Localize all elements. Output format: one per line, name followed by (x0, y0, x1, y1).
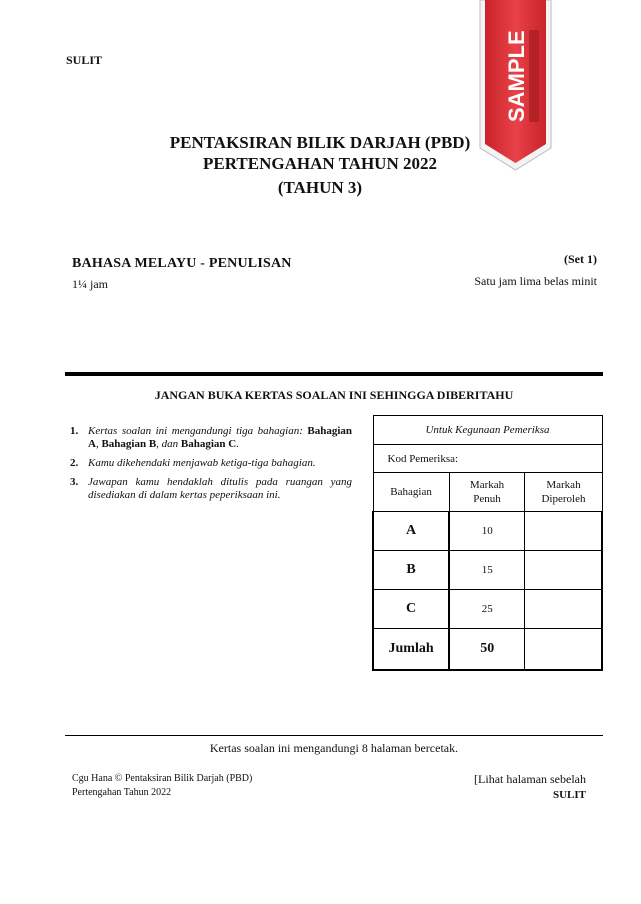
total-label-cell: Jumlah (373, 629, 449, 671)
divider (65, 372, 603, 376)
next-page-note (474, 772, 586, 803)
sample-ribbon-watermark (477, 0, 554, 172)
column-header-full-marks (449, 473, 525, 512)
part-cell: A (373, 512, 449, 551)
column-header-marks-obtained (525, 473, 602, 512)
examiner-code-field: Kod Pemeriksa: (373, 445, 602, 473)
instructions-list (70, 425, 352, 508)
header-text: Penuh (473, 493, 501, 505)
assessment-period: PERTENGAHAN TAHUN 2022 (203, 154, 437, 173)
obtained-marks-cell (525, 512, 602, 551)
table-row (373, 512, 602, 551)
credit-line-2: Pertengahan Tahun 2022 (72, 787, 172, 798)
next-page-text: [Lihat halaman sebelah (474, 772, 586, 786)
table-row (373, 590, 602, 629)
instruction-text: . (236, 438, 239, 450)
credit-line-1: Cgu Hana © Pentaksiran Bilik Darjah (PBD) (72, 773, 253, 784)
header-text: Markah (546, 479, 581, 491)
full-marks-cell: 25 (449, 590, 525, 629)
subject-name: BAHASA MELAYU - PENULISAN (72, 256, 292, 271)
classification-label: SULIT (66, 53, 103, 67)
full-marks-cell: 15 (449, 551, 525, 590)
part-cell: C (373, 590, 449, 629)
instruction-text: Kamu dikehendaki menjawab ketiga-tiga bahagian. (88, 457, 316, 469)
section-a-ref: Bahagian A (88, 425, 352, 450)
warning-notice: JANGAN BUKA KERTAS SOALAN INI SEHINGGA DIBERITAHU (154, 388, 514, 402)
instruction-item (70, 425, 352, 451)
footer-credit (72, 772, 252, 800)
full-marks-cell: 10 (449, 512, 525, 551)
instruction-number: 2. (70, 457, 79, 469)
examiner-marks-table (372, 415, 603, 671)
assessment-year-level: (TAHUN 3) (277, 178, 363, 197)
duration: 1¼ jam (72, 277, 108, 291)
assessment-title: PENTAKSIRAN BILIK DARJAH (PBD) (169, 133, 471, 152)
column-header-part: Bahagian (373, 473, 449, 512)
footer-divider (65, 735, 603, 736)
instruction-number: 3. (70, 476, 79, 488)
header-text: Diperoleh (541, 493, 586, 505)
total-row (373, 629, 602, 671)
duration-in-words: Satu jam lima belas minit (474, 274, 597, 288)
total-full-marks-cell: 50 (449, 629, 525, 671)
instruction-text: , dan (156, 438, 181, 450)
header-text: Markah (469, 479, 505, 491)
section-c-ref: Bahagian C (180, 438, 237, 450)
section-b-ref: Bahagian B (101, 438, 157, 450)
instruction-item (70, 457, 352, 470)
page-count-note: Kertas soalan ini mengandungi 8 halaman bercetak. (209, 741, 459, 755)
table-row (373, 551, 602, 590)
instruction-number: 1. (70, 425, 79, 437)
instruction-item (70, 476, 352, 502)
obtained-marks-cell (525, 551, 602, 590)
instruction-text: Kertas soalan ini mengandungi tiga bahagian: (88, 425, 308, 437)
instruction-text: , (95, 438, 102, 450)
footer-classification: SULIT (552, 789, 586, 801)
obtained-marks-cell (525, 590, 602, 629)
set-number: (Set 1) (564, 252, 597, 266)
examiner-table-caption: Untuk Kegunaan Pemeriksa (373, 416, 602, 445)
total-obtained-cell (525, 629, 602, 671)
instruction-text: Jawapan kamu hendaklah ditulis pada ruangan yang disediakan di dalam kertas peperiksaan ini. (88, 476, 352, 501)
svg-text:SAMPLE: SAMPLE (504, 30, 529, 122)
part-cell: B (373, 551, 449, 590)
